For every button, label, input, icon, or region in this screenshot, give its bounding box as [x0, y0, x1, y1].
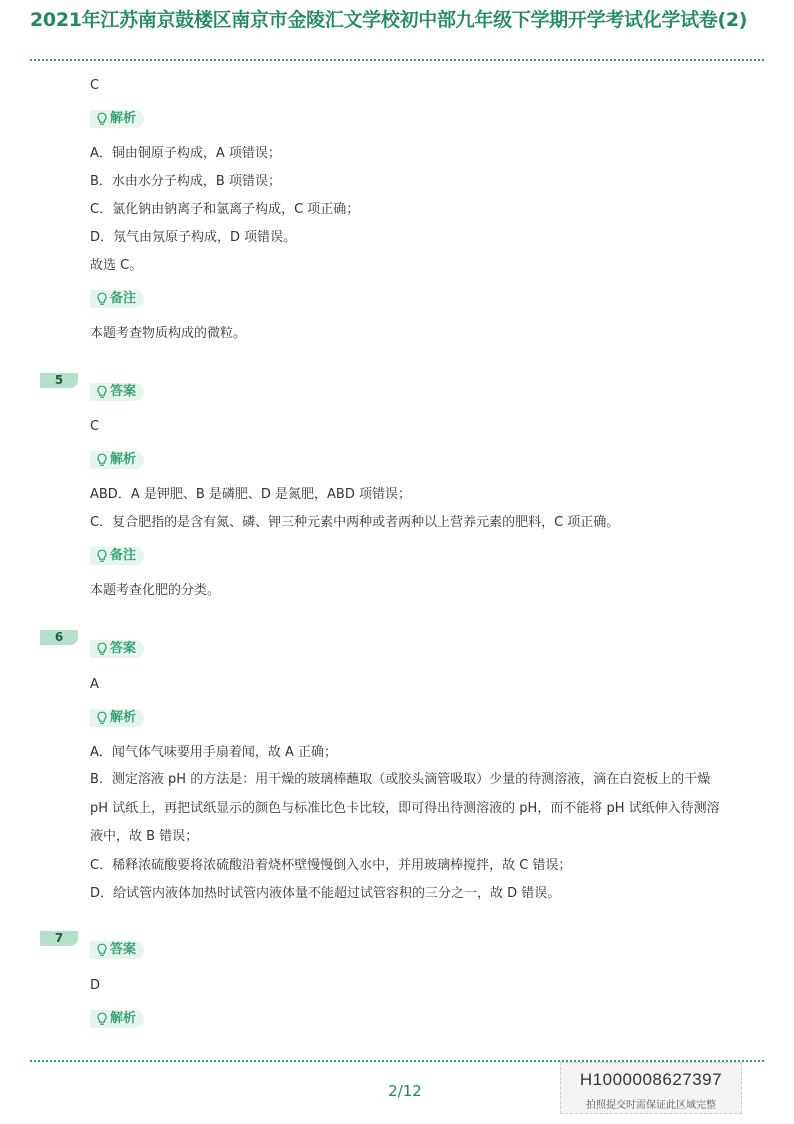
- q6-answer-value: A: [90, 677, 99, 692]
- lightbulb-icon: [96, 711, 108, 725]
- lightbulb-icon: [96, 112, 108, 126]
- q4-answer-value: C: [90, 78, 100, 93]
- submission-id-box: [560, 1062, 742, 1114]
- page-number: 2/12: [388, 1082, 422, 1100]
- document-title: 2021年江苏南京鼓楼区南京市金陵汇文学校初中部九年级下学期开学考试化学试卷(2): [30, 9, 748, 31]
- lightbulb-icon: [96, 292, 108, 306]
- analysis-label: 解析: [110, 452, 137, 467]
- q6-analysis-d: D．给试管内液体加热时试管内液体量不能超过试管容积的三分之一，故 D 错误。: [90, 886, 561, 901]
- lightbulb-icon: [96, 1012, 108, 1026]
- analysis-label: 解析: [110, 1011, 137, 1026]
- q4-analysis-line: C．氯化钠由钠离子和氯离子构成，C 项正确；: [90, 202, 360, 217]
- q7-answer-value: D: [90, 978, 101, 993]
- q5-answer-tag: [90, 383, 144, 401]
- answer-label: 答案: [110, 641, 137, 656]
- q4-analysis-line: B．水由水分子构成，B 项错误；: [90, 174, 281, 189]
- lightbulb-icon: [96, 642, 108, 656]
- q6-analysis-c: C．稀释浓硫酸要将浓硫酸沿着烧杯壁慢慢倒入水中，并用玻璃棒搅拌，故 C 错误；: [90, 858, 572, 873]
- answer-label: 答案: [110, 942, 137, 957]
- question-number-badge: 5: [40, 373, 78, 388]
- question-number-badge: 6: [40, 630, 78, 645]
- lightbulb-icon: [96, 943, 108, 957]
- q5-note-text: 本题考查化肥的分类。: [90, 583, 221, 598]
- note-label: 备注: [110, 548, 137, 563]
- q6-analysis-a: A．闻气体气味要用手扇着闻，故 A 正确；: [90, 745, 338, 760]
- q4-note-text: 本题考查物质构成的微粒。: [90, 326, 247, 341]
- q4-analysis-line: A．铜由铜原子构成，A 项错误；: [90, 146, 281, 161]
- q6-analysis-b: B．测定溶液 pH 的方法是：用干燥的玻璃棒蘸取（或胶头滴管吸取）少量的待测溶液，滴在白瓷板上的干燥 pH 试纸上，再把试纸显示的颜色与标准比色卡比较，即可得出待测溶液的 pH，而不能将 pH 试纸伸入待测溶液中，故 B 错误；: [90, 772, 720, 844]
- submission-id-note: 拍照提交时需保证此区域完整: [586, 1100, 716, 1111]
- q5-analysis-line: C．复合肥指的是含有氮、磷、钾三种元素中两种或者两种以上营养元素的肥料，C 项正确。: [90, 515, 620, 530]
- q4-analysis-tag: [90, 110, 144, 128]
- q5-note-tag: [90, 547, 144, 565]
- submission-id-code: H1000008627397: [579, 1070, 723, 1089]
- lightbulb-icon: [96, 385, 108, 399]
- q5-answer-value: C: [90, 419, 100, 434]
- q7-answer-tag: [90, 941, 144, 959]
- note-label: 备注: [110, 291, 137, 306]
- q4-note-tag: [90, 290, 144, 308]
- analysis-label: 解析: [110, 710, 137, 725]
- answer-label: 答案: [110, 384, 137, 399]
- question-number-badge: 7: [40, 931, 78, 946]
- q4-analysis-conclusion: 故选 C。: [90, 258, 143, 273]
- q6-answer-tag: [90, 640, 144, 658]
- analysis-label: 解析: [110, 111, 137, 126]
- q4-analysis-line: D．氖气由氖原子构成，D 项错误。: [90, 230, 297, 245]
- q7-analysis-tag: [90, 1010, 144, 1028]
- lightbulb-icon: [96, 549, 108, 563]
- q6-analysis-tag: [90, 709, 144, 727]
- lightbulb-icon: [96, 453, 108, 467]
- q5-analysis-tag: [90, 451, 144, 469]
- q5-analysis-line: ABD．A 是钾肥、B 是磷肥、D 是氮肥，ABD 项错误；: [90, 487, 411, 502]
- header-divider: [30, 59, 764, 61]
